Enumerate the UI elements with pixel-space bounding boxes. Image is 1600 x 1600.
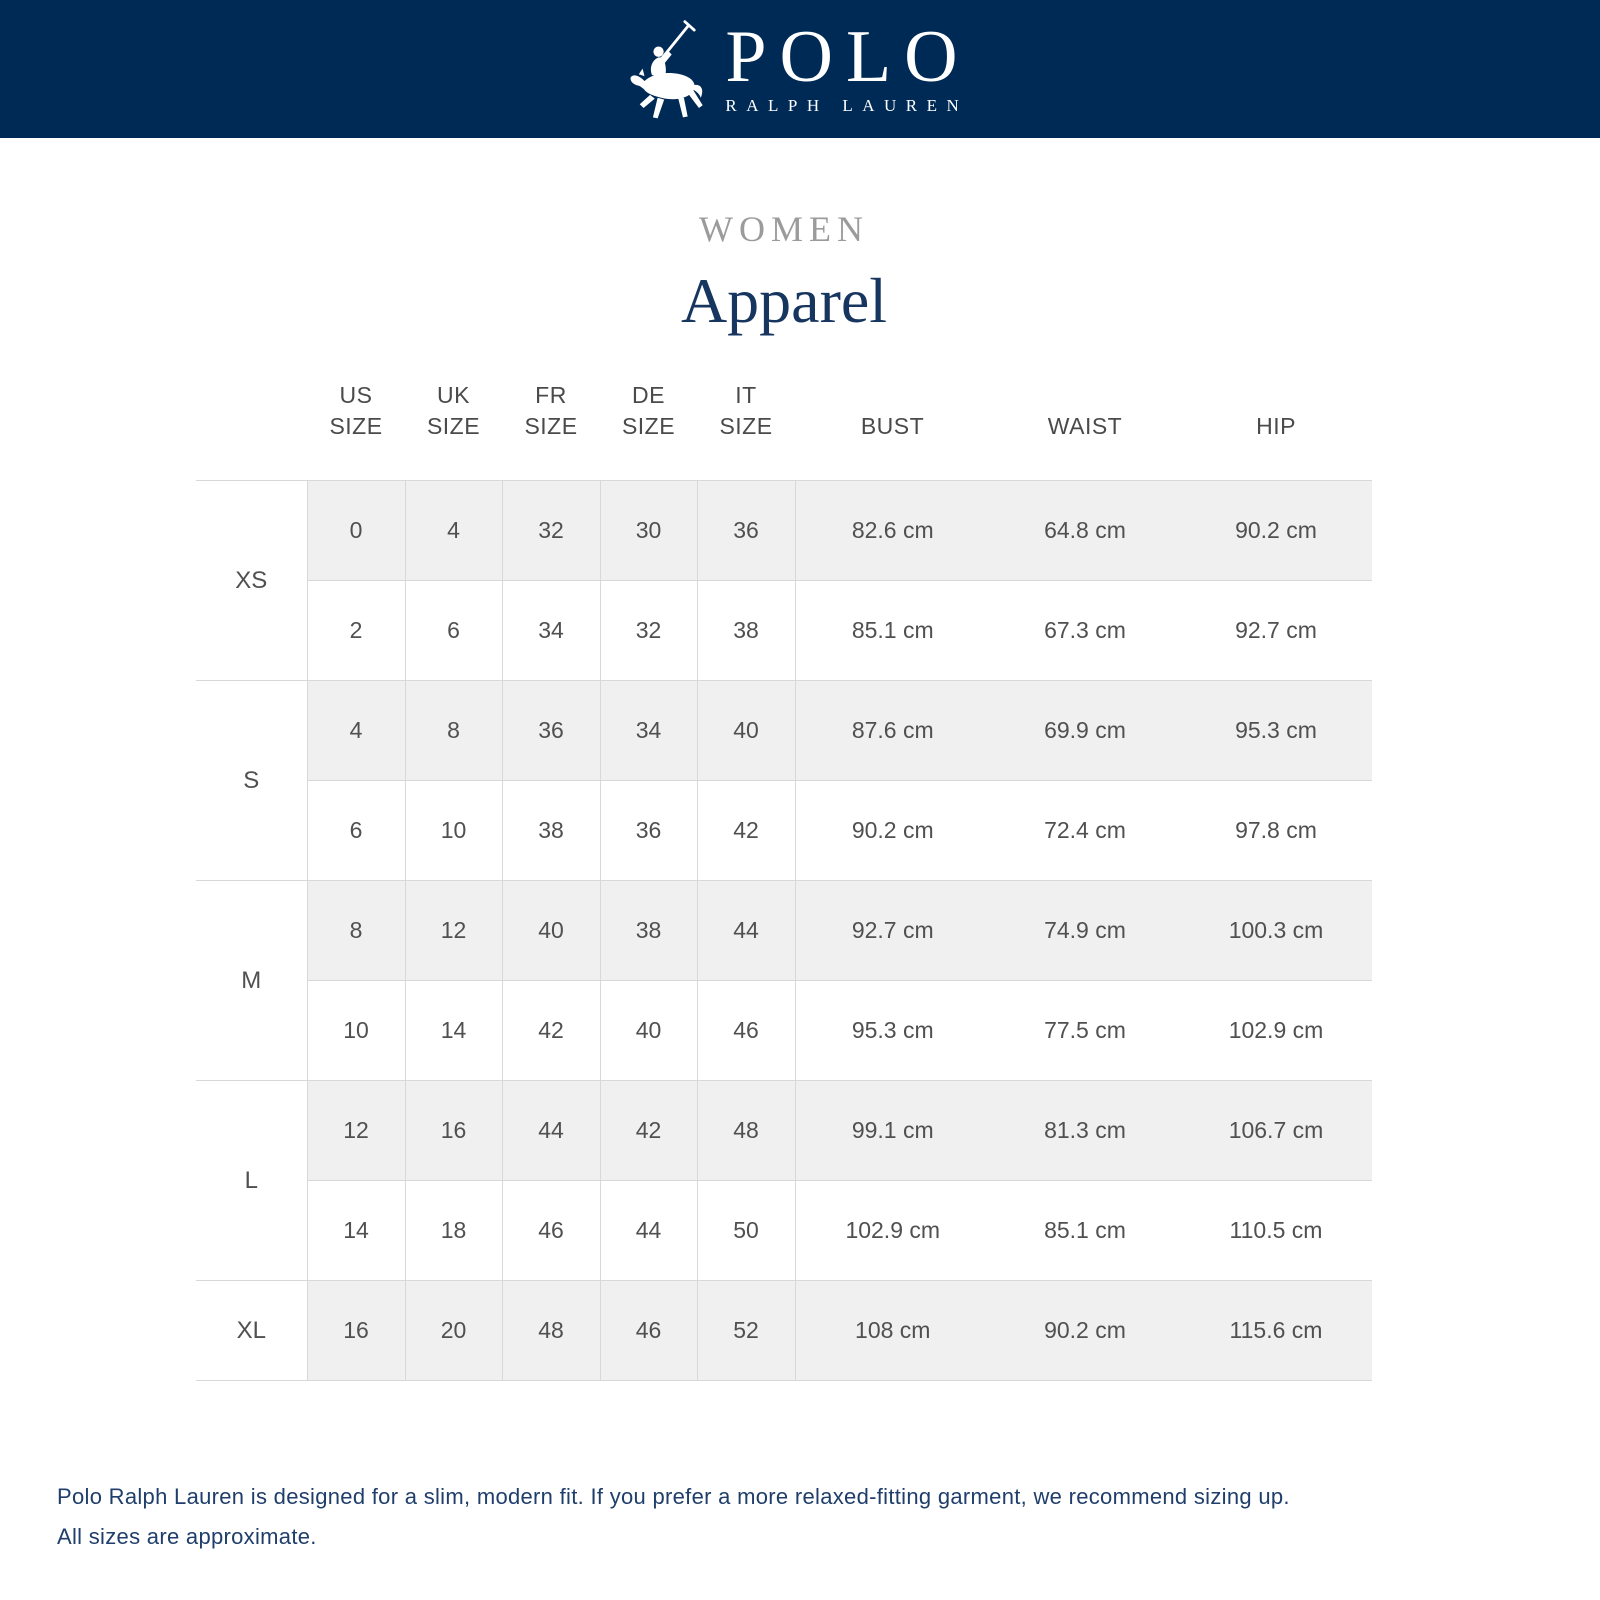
size-cell: 38	[502, 781, 600, 881]
size-cell: 20	[405, 1281, 502, 1381]
measurement-cell: 67.3 cm	[990, 581, 1180, 681]
column-header-bust: BUST	[860, 413, 925, 439]
measurement-cell: 77.5 cm	[990, 981, 1180, 1081]
size-guide-page	[196, 208, 1372, 1381]
table-row	[196, 681, 1372, 781]
measurement-cell: 85.1 cm	[795, 581, 990, 681]
size-cell: 44	[600, 1181, 697, 1281]
table-row	[196, 781, 1372, 881]
size-cell: 14	[405, 981, 502, 1081]
column-header-hip: HIP	[1256, 413, 1296, 439]
size-group-label-xs: XS	[196, 481, 307, 681]
size-cell: 10	[405, 781, 502, 881]
measurement-cell: 64.8 cm	[990, 481, 1180, 581]
measurement-cell: 106.7 cm	[1180, 1081, 1372, 1181]
size-group-label-l: L	[196, 1081, 307, 1281]
measurement-cell: 90.2 cm	[1180, 481, 1372, 581]
size-group-label-m: M	[196, 881, 307, 1081]
size-cell: 34	[502, 581, 600, 681]
measurement-cell: 81.3 cm	[990, 1081, 1180, 1181]
measurement-cell: 92.7 cm	[1180, 581, 1372, 681]
size-cell: 38	[697, 581, 795, 681]
size-cell: 48	[502, 1281, 600, 1381]
table-row	[196, 981, 1372, 1081]
column-header-it-size: IT SIZE	[719, 382, 773, 439]
size-cell: 14	[307, 1181, 405, 1281]
size-chart-header	[196, 380, 1372, 481]
size-cell: 48	[697, 1081, 795, 1181]
measurement-cell: 108 cm	[795, 1281, 990, 1381]
category-label: WOMEN	[699, 209, 869, 249]
horse-front-leg	[653, 98, 664, 119]
size-cell: 40	[697, 681, 795, 781]
size-cell: 4	[307, 681, 405, 781]
fit-disclaimer-line2: All sizes are approximate.	[57, 1524, 317, 1549]
size-chart-body	[196, 481, 1372, 1381]
table-row	[196, 581, 1372, 681]
size-cell: 44	[697, 881, 795, 981]
size-cell: 36	[600, 781, 697, 881]
size-cell: 6	[405, 581, 502, 681]
measurement-cell: 69.9 cm	[990, 681, 1180, 781]
brand-subname: RALPH LAUREN	[725, 96, 969, 115]
brand-banner	[0, 0, 1600, 138]
measurement-cell: 90.2 cm	[795, 781, 990, 881]
size-group-label-xl: XL	[196, 1281, 307, 1381]
column-header-waist: WAIST	[1047, 413, 1123, 439]
size-cell: 8	[307, 881, 405, 981]
size-cell: 42	[502, 981, 600, 1081]
horse-hind-leg	[679, 98, 688, 118]
size-cell: 4	[405, 481, 502, 581]
size-cell: 46	[502, 1181, 600, 1281]
measurement-cell: 82.6 cm	[795, 481, 990, 581]
size-cell: 8	[405, 681, 502, 781]
size-cell: 30	[600, 481, 697, 581]
horse-ear	[639, 69, 645, 77]
size-cell: 50	[697, 1181, 795, 1281]
size-cell: 46	[600, 1281, 697, 1381]
size-cell: 46	[697, 981, 795, 1081]
mallet-shaft	[661, 25, 689, 60]
size-cell: 32	[600, 581, 697, 681]
size-cell: 12	[405, 881, 502, 981]
horse-head	[631, 75, 647, 91]
size-cell: 16	[405, 1081, 502, 1181]
size-cell: 0	[307, 481, 405, 581]
rider-head	[654, 47, 664, 57]
size-cell: 38	[600, 881, 697, 981]
measurement-cell: 95.3 cm	[795, 981, 990, 1081]
corner-spacer	[196, 380, 307, 481]
column-header-uk-size: UK SIZE	[426, 382, 481, 439]
measurement-cell: 97.8 cm	[1180, 781, 1372, 881]
size-cell: 42	[600, 1081, 697, 1181]
brand-name: POLO	[725, 16, 971, 98]
size-cell: 40	[600, 981, 697, 1081]
size-cell: 6	[307, 781, 405, 881]
table-row	[196, 1081, 1372, 1181]
page-title: Apparel	[680, 265, 888, 336]
horse-front-leg-raised	[640, 95, 655, 108]
size-cell: 40	[502, 881, 600, 981]
size-cell: 12	[307, 1081, 405, 1181]
measurement-cell: 102.9 cm	[1180, 981, 1372, 1081]
measurement-cell: 90.2 cm	[990, 1281, 1180, 1381]
table-row	[196, 1181, 1372, 1281]
measurement-cell: 100.3 cm	[1180, 881, 1372, 981]
size-cell: 36	[697, 481, 795, 581]
measurement-cell: 110.5 cm	[1180, 1181, 1372, 1281]
column-header-fr-size: FR SIZE	[524, 382, 578, 439]
size-group-label-s: S	[196, 681, 307, 881]
measurement-cell: 115.6 cm	[1180, 1281, 1372, 1381]
polo-pony-icon	[629, 16, 705, 124]
size-cell: 2	[307, 581, 405, 681]
table-row	[196, 481, 1372, 581]
fit-disclaimer	[57, 1477, 1600, 1557]
fit-disclaimer-line1: Polo Ralph Lauren is designed for a slim, modern fit. If you prefer a more relaxed-fitting garment, we recommend sizing up.	[57, 1484, 1290, 1509]
size-cell: 42	[697, 781, 795, 881]
measurement-cell: 99.1 cm	[795, 1081, 990, 1181]
size-cell: 52	[697, 1281, 795, 1381]
measurement-cell: 74.9 cm	[990, 881, 1180, 981]
table-row	[196, 881, 1372, 981]
size-cell: 32	[502, 481, 600, 581]
size-cell: 44	[502, 1081, 600, 1181]
size-cell: 18	[405, 1181, 502, 1281]
brand-wordmark	[725, 16, 971, 116]
measurement-cell: 95.3 cm	[1180, 681, 1372, 781]
measurement-cell: 87.6 cm	[795, 681, 990, 781]
measurement-cell: 92.7 cm	[795, 881, 990, 981]
table-row	[196, 1281, 1372, 1381]
size-cell: 36	[502, 681, 600, 781]
header-row	[196, 380, 1372, 481]
column-header-de-size: DE SIZE	[621, 382, 676, 439]
measurement-cell: 102.9 cm	[795, 1181, 990, 1281]
measurement-cell: 72.4 cm	[990, 781, 1180, 881]
column-header-us-size: US SIZE	[329, 382, 383, 439]
size-cell: 10	[307, 981, 405, 1081]
size-cell: 34	[600, 681, 697, 781]
size-chart-table	[196, 380, 1372, 1381]
size-cell: 16	[307, 1281, 405, 1381]
measurement-cell: 85.1 cm	[990, 1181, 1180, 1281]
